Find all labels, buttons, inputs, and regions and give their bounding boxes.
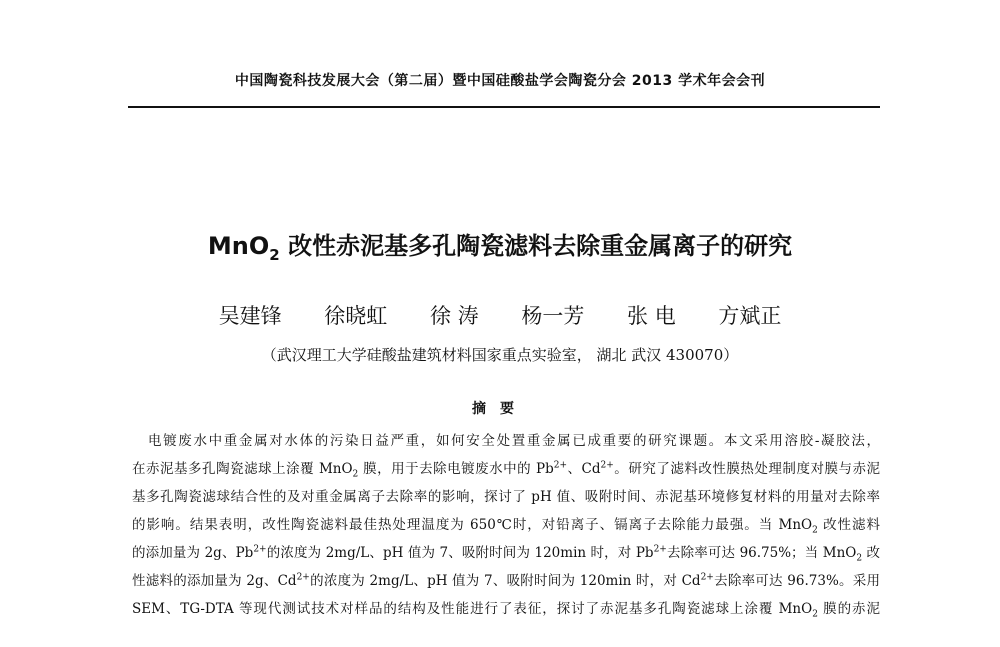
abstract-heading: 摘要 [472, 401, 528, 417]
abstract-line: 在赤泥基多孔陶瓷滤球上涂覆 MnO$_2$ 膜，用于去除电镀废水中的 $Pb^{2+}$、$Cd^{2+}$。研究了滤料改性膜热处理制度对膜与赤泥 [132, 460, 880, 480]
abstract-line: 的影响。结果表明，改性陶瓷滤料最佳热处理温度为 650℃时，对铅离子、镉离子去除能力最强。当 MnO$_2$ 改性滤料 [132, 517, 880, 536]
abstract-line: 的添加量为 2g、$Pb^{2+}$的浓度为 2mg/L、pH 值为 7、吸附时间为 120min 时，对 $Pb^{2+}$去除率可达 96.75%；当 MnO$_2$ 改 [132, 544, 880, 564]
author: 徐 涛 [429, 304, 479, 328]
author: 杨一芳 [521, 304, 585, 328]
title-prefix: MnO [207, 232, 270, 260]
abstract-line: SEM、TG-DTA 等现代测试技术对样品的结构及性能进行了表征，探讨了赤泥基多孔陶瓷滤球上涂覆 MnO$_2$ 膜的赤泥 [132, 601, 880, 620]
running-head: 中国陶瓷科技发展大会（第二届）暨中国硅酸盐学会陶瓷分会 2013 学术年会会刊 [234, 73, 766, 89]
affiliation: （武汉理工大学硅酸盐建筑材料国家重点实验室， 湖北 武汉 430070） [261, 346, 739, 364]
header-rule [128, 106, 880, 108]
author: 方斌正 [718, 304, 782, 328]
title-rest: 改性赤泥基多孔陶瓷滤料去除重金属离子的研究 [279, 232, 793, 260]
author: 吴建锋 [218, 304, 282, 328]
author: 徐晓虹 [324, 304, 388, 328]
abstract-line: 性滤料的添加量为 2g、$Cd^{2+}$的浓度为 2mg/L、pH 值为 7、吸附时间为 120min 时，对 $Cd^{2+}$去除率可达 96.73%。采用 [132, 572, 880, 589]
abstract-line: 基多孔陶瓷滤球结合性的及对重金属离子去除率的影响，探讨了 pH 值、吸附时间、赤泥基环境修复材料的用量对去除率 [132, 489, 880, 505]
author: 张 电 [627, 304, 676, 328]
author-list [0, 300, 1000, 330]
paper-title [0, 226, 1000, 264]
title-subscript: 2 [269, 245, 280, 264]
abstract-line: 电镀废水中重金属对水体的污染日益严重，如何安全处置重金属已成重要的研究课题。本文采用溶胶-凝胶法， [148, 433, 880, 449]
